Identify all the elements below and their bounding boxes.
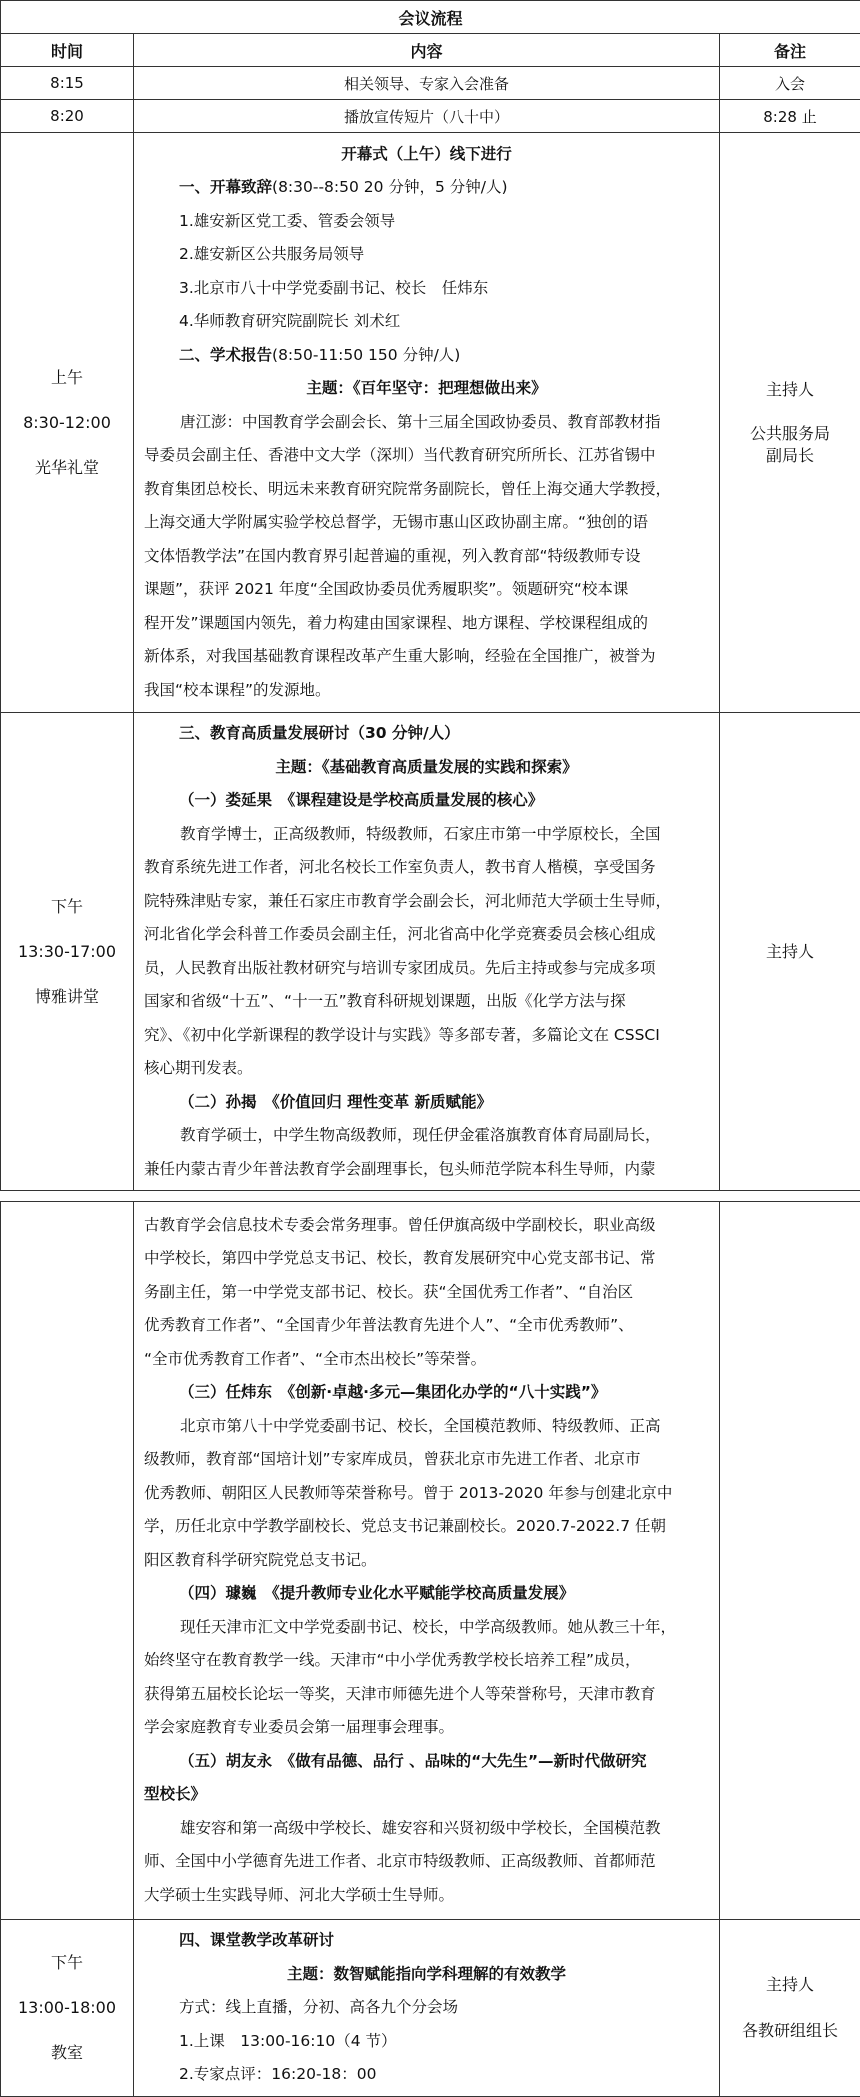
bio-line: “全市优秀教育工作者”、“全市杰出校长”等荣誉。 [144,1343,709,1377]
row-note: 8:28 止 [720,100,860,133]
bio-line: 我国“校本课程”的发源地。 [144,674,709,708]
list-item: 3.北京市八十中学党委副书记、校长 任炜东 [144,272,709,306]
section-topic: 主题：数智赋能指向学科理解的有效教学 [144,1958,709,1992]
bio-line: 国家和省级“十五”、“十一五”教育科研规划课题，出版《化学方法与探 [144,985,709,1019]
time-range: 13:30-17:00 [1,941,133,963]
session-heading: 开幕式（上午）线下进行 [144,138,709,172]
bio-line: 院特殊津贴专家，兼任石家庄市教育学会副会长，河北师范大学硕士生导师， [144,885,709,919]
row-time: 8:15 [1,67,134,100]
period-label: 下午 [1,896,133,918]
table-row [1,67,860,100]
classroom-time-cell [1,1920,134,2097]
list-item: 2.专家点评：16:20-18：00 [144,2058,709,2092]
empty-note-cell [720,1202,860,1920]
morning-session [1,133,860,713]
bio-line: 务副主任，第一中学党支部书记、校长。获“全国优秀工作者”、“自治区 [144,1276,709,1310]
speaker-title: （二）孙揭 《价值回归 理性变革 新质赋能》 [144,1086,709,1120]
section-detail: (8:30--8:50 20 分钟，5 分钟/人) [272,178,507,196]
venue: 博雅讲堂 [1,986,133,1008]
afternoon-time-cell [1,713,134,1191]
bio-line: 核心期刊发表。 [144,1052,709,1086]
bio-line: 员，人民教育出版社教材研究与培训专家团成员。先后主持或参与完成多项 [144,952,709,986]
bio-line: 学，历任北京中学教学副校长、党总支书记兼副校长。2020.7-2022.7 任朝 [144,1510,709,1544]
venue: 教室 [1,2042,133,2064]
row-time: 8:20 [1,100,134,133]
afternoon-session-cont [1,1202,860,1920]
bio-line: 河北省化学会科普工作委员会副主任，河北省高中化学竞赛委员会核心组成 [144,918,709,952]
section-detail: (8:50-11:50 150 分钟/人) [272,346,460,364]
row-content: 播放宣传短片（八十中） [134,100,720,133]
afternoon-content-cont [134,1202,720,1920]
bio-line: 教育系统先进工作者，河北名校长工作室负责人，教书育人楷模，享受国务 [144,851,709,885]
host-org: 各教研组组长 [720,2020,860,2042]
speaker-title: （四）璩巍 《提升教师专业化水平赋能学校高质量发展》 [144,1577,709,1611]
classroom-note [720,1920,860,2097]
row-note: 入会 [720,67,860,100]
period-label: 下午 [1,1952,133,1974]
classroom-content [134,1920,720,2097]
time-range: 13:00-18:00 [1,1997,133,2019]
bio-line: 教育学博士，正高级教师，特级教师，石家庄市第一中学原校长，全国 [144,818,709,852]
bio-line: 教育学硕士，中学生物高级教师，现任伊金霍洛旗教育体育局副局长， [144,1119,709,1153]
bio-line: 唐江澎：中国教育学会副会长、第十三届全国政协委员、教育部教材指 [144,406,709,440]
header-time: 时间 [1,34,134,67]
section-heading: 三、教育高质量发展研讨（30 分钟/人） [144,717,709,751]
empty-time-cell [1,1202,134,1920]
host-label: 主持人 [720,379,860,401]
header-content: 内容 [134,34,720,67]
bio-line: 究》、《初中化学新课程的教学设计与实践》等多部专著，多篇论文在 CSSCI [144,1019,709,1053]
table-title: 会议流程 [1,1,860,34]
bio-line: 优秀教师、朝阳区人民教师等荣誉称号。曾于 2013-2020 年参与创建北京中 [144,1477,709,1511]
speaker-title: （一）娄延果 《课程建设是学校高质量发展的核心》 [144,784,709,818]
section-report [144,339,709,373]
section-opening [144,171,709,205]
afternoon-content [134,713,720,1191]
host-org: 公共服务局 [720,423,860,445]
host-title: 副局长 [720,445,860,467]
venue: 光华礼堂 [1,457,133,479]
header-note: 备注 [720,34,860,67]
bio-line: 上海交通大学附属实验学校总督学，无锡市惠山区政协副主席。“独创的语 [144,506,709,540]
time-range: 8:30-12:00 [1,412,133,434]
table-row [1,100,860,133]
agenda-table-page2 [0,1201,860,2097]
list-item: 2.雄安新区公共服务局领导 [144,238,709,272]
speaker-title: （三）任炜东 《创新·卓越·多元—集团化办学的“八十实践”》 [144,1376,709,1410]
bio-line: 导委员会副主任、香港中文大学（深圳）当代教育研究所所长、江苏省锡中 [144,439,709,473]
bio-line: 兼任内蒙古青少年普法教育学会副理事长，包头师范学院本科生导师，内蒙 [144,1153,709,1187]
list-item: 1.雄安新区党工委、管委会领导 [144,205,709,239]
bio-line: 始终坚守在教育教学一线。天津市“中小学优秀教学校长培养工程”成员， [144,1644,709,1678]
bio-line: 雄安容和第一高级中学校长、雄安容和兴贤初级中学校长，全国模范教 [144,1812,709,1846]
afternoon-session [1,713,860,1191]
list-item: 4.华师教育研究院副院长 刘术红 [144,305,709,339]
speaker-title-cont: 型校长》 [144,1778,709,1812]
bio-line: 级教师，教育部“国培计划”专家库成员，曾获北京市先进工作者、北京市 [144,1443,709,1477]
bio-line: 程开发”课题国内领先，着力构建由国家课程、地方课程、学校课程组成的 [144,607,709,641]
report-topic: 主题：《百年坚守：把理想做出来》 [144,372,709,406]
bio-line: 课题”，获评 2021 年度“全国政协委员优秀履职奖”。领题研究“校本课 [144,573,709,607]
bio-line: 师、全国中小学德育先进工作者、北京市特级教师、正高级教师、首都师范 [144,1845,709,1879]
bio-line: 教育集团总校长、明远未来教育研究院常务副院长，曾任上海交通大学教授， [144,473,709,507]
bio-line: 大学硕士生实践导师、河北大学硕士生导师。 [144,1879,709,1913]
bio-line: 学会家庭教育专业委员会第一届理事会理事。 [144,1711,709,1745]
section-label: 一、开幕致辞 [179,178,272,196]
row-content: 相关领导、专家入会准备 [134,67,720,100]
bio-line: 北京市第八十中学党委副书记、校长，全国模范教师、特级教师、正高 [144,1410,709,1444]
host-label: 主持人 [720,1974,860,1996]
bio-line: 现任天津市汇文中学党委副书记、校长，中学高级教师。她从教三十年， [144,1611,709,1645]
afternoon-note: 主持人 [720,713,860,1191]
classroom-session [1,1920,860,2097]
list-item: 1.上课 13:00-16:10（4 节） [144,2025,709,2059]
section-topic: 主题：《基础教育高质量发展的实践和探索》 [144,751,709,785]
bio-line: 文体悟教学法”在国内教育界引起普遍的重视，列入教育部“特级教师专设 [144,540,709,574]
bio-line: 新体系，对我国基础教育课程改革产生重大影响，经验在全国推广，被誉为 [144,640,709,674]
section-label: 二、学术报告 [179,346,272,364]
period-label: 上午 [1,367,133,389]
bio-line: 阳区教育科学研究院党总支书记。 [144,1544,709,1578]
bio-line: 优秀教育工作者”、“全国青少年普法教育先进个人”、“全市优秀教师”、 [144,1309,709,1343]
mode-line: 方式：线上直播，分初、高各九个分会场 [144,1991,709,2025]
morning-content [134,133,720,713]
morning-time-cell [1,133,134,713]
morning-note [720,133,860,713]
speaker-title: （五）胡友永 《做有品德、品行 、品味的“大先生”—新时代做研究 [144,1745,709,1779]
bio-line: 古教育学会信息技术专委会常务理事。曾任伊旗高级中学副校长，职业高级 [144,1209,709,1243]
bio-line: 中学校长，第四中学党总支书记、校长，教育发展研究中心党支部书记、常 [144,1242,709,1276]
section-heading: 四、课堂教学改革研讨 [144,1924,709,1958]
bio-line: 获得第五届校长论坛一等奖，天津市师德先进个人等荣誉称号，天津市教育 [144,1678,709,1712]
